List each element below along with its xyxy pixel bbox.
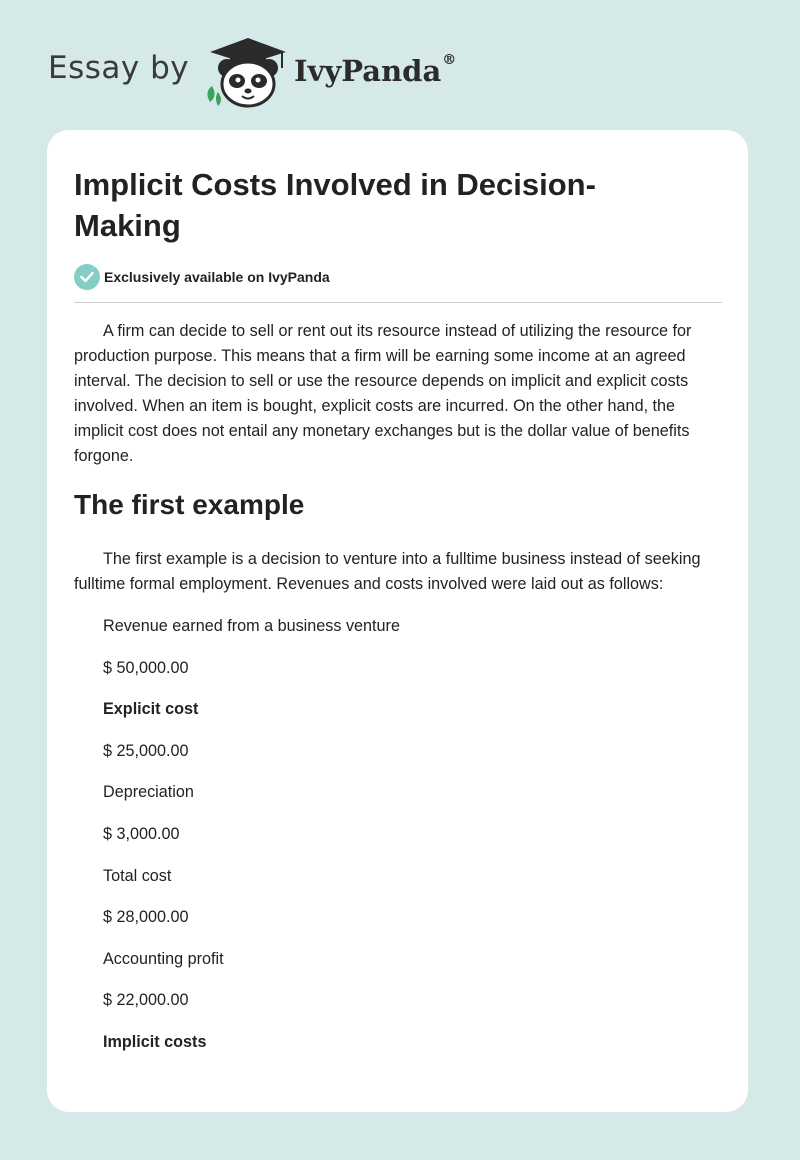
line-item: $ 25,000.00 <box>103 741 189 760</box>
cost-line-items <box>103 614 400 1072</box>
panda-mascot-icon[interactable] <box>202 36 294 108</box>
site-header <box>48 36 548 108</box>
line-item: $ 50,000.00 <box>103 658 189 677</box>
line-item: $ 28,000.00 <box>103 908 189 927</box>
essay-by-label: Essay by <box>48 50 190 86</box>
check-circle-icon <box>74 264 100 290</box>
line-item: $ 22,000.00 <box>103 991 189 1010</box>
line-item: Implicit costs <box>103 1032 207 1051</box>
section-heading: The first example <box>74 489 305 520</box>
line-item: Explicit cost <box>103 700 199 719</box>
section-paragraph: The first example is a decision to venture into a fulltime business instead of seeking fulltime formal employment. Revenues and costs involved were laid out as follows: <box>74 550 701 593</box>
exclusive-label: Exclusively available on IvyPanda <box>104 269 330 285</box>
line-item: $ 3,000.00 <box>103 824 180 843</box>
intro-paragraph: A firm can decide to sell or rent out its resource instead of utilizing the resource for production purpose. This means that a firm will be earning some income at an agreed interval. The decision to sell or use the resource depends on implicit and explicit costs involved. When an item is bought, explicit costs are incurred. On the other hand, the implicit cost does not entail any monetary exchanges but is the dollar value of benefits forgone. <box>74 322 692 465</box>
article-card <box>47 130 748 1112</box>
line-item: Total cost <box>103 866 172 885</box>
divider <box>74 302 722 303</box>
page-title: Implicit Costs Involved in Decision-Making <box>74 167 596 243</box>
line-item: Depreciation <box>103 783 194 802</box>
brand-name[interactable]: IvyPanda® <box>294 52 457 88</box>
exclusive-badge <box>74 264 330 290</box>
line-item: Revenue earned from a business venture <box>103 617 400 635</box>
line-item: Accounting profit <box>103 949 224 968</box>
registered-mark: ® <box>442 52 457 68</box>
